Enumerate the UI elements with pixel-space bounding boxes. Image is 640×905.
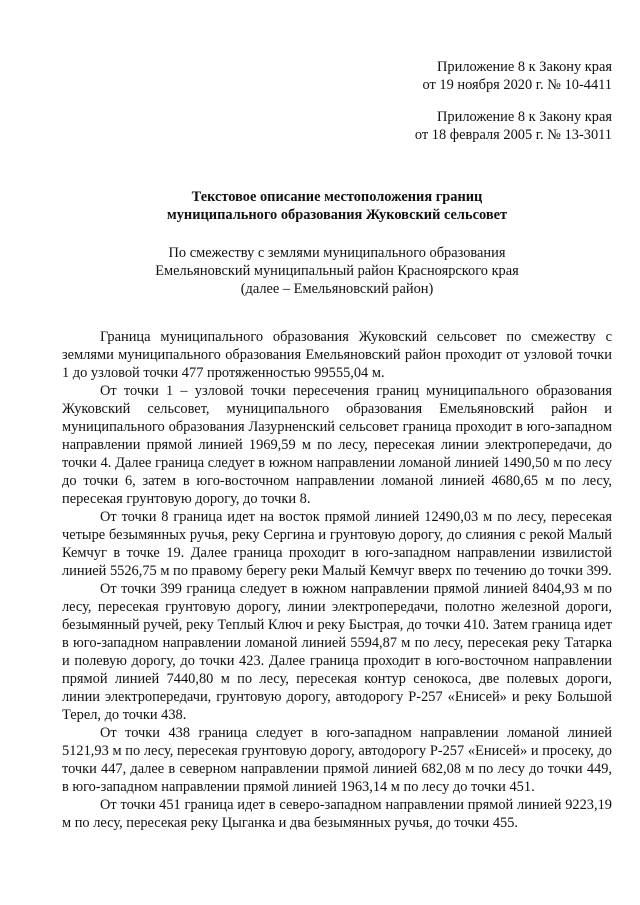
appendix-original-line2: от 18 февраля 2005 г. № 13-3011 (414, 127, 612, 143)
paragraph-4: От точки 399 граница следует в южном направлении прямой линией 8404,93 м по лесу, пересекая грунтовую дорогу, линии электропередачи, полотно железной дороги, безымянный ручей, реку Теплый Ключ и реку Быстрая, до точки 410. Затем граница идет в юго-западном направлении ломаной линией 5594,87 м по лесу, пересекая реку Татарка и полевую дорогу, до точки 423. Далее граница проходит в юго-восточном направлении прямой линией 7440,80 м по лесу, пересекая контур сенокоса, две полевых дороги, линии электропередачи, грунтовую дорогу, автодорогу Р-257 «Енисей» и реку Большой Терел, до точки 438. (62, 581, 612, 723)
document-page (62, 58, 612, 832)
subtitle-line3: (далее – Емельяновский район) (240, 281, 434, 297)
paragraph-1: Граница муниципального образования Жуковский сельсовет по смежеству с землями муниципального образования Емельяновский район проходит от узловой точки 1 до узловой точки 477 протяженностью 99555,04 м. (62, 329, 612, 381)
paragraph-6: От точки 451 граница идет в северо-западном направлении прямой линией 9223,19 м по лесу, пересекая реку Цыганка и два безымянных ручья, до точки 455. (62, 797, 612, 831)
title-line1: Текстовое описание местоположения границ (191, 189, 483, 205)
title-line2: муниципального образования Жуковский сельсовет (166, 207, 508, 223)
subtitle-line2: Емельяновский муниципальный район Красноярского края (155, 263, 519, 279)
appendix-header-original (62, 108, 612, 144)
appendix-current-line1: Приложение 8 к Закону края (437, 59, 612, 75)
appendix-original-line1: Приложение 8 к Закону края (437, 109, 612, 125)
paragraph-3: От точки 8 граница идет на восток прямой линией 12490,03 м по лесу, пересекая четыре безымянных ручья, реку Сергина и грунтовую дорогу, до слияния с рекой Малый Кемчуг в точке 19. Далее граница проходит в юго-западном направлении извилистой линией 5526,75 м по правому берегу реки Малый Кемчуг вверх по течению до точки 399. (62, 509, 612, 579)
document-title (62, 188, 612, 224)
body-text (62, 328, 612, 832)
section-subtitle (62, 244, 612, 298)
paragraph-2: От точки 1 – узловой точки пересечения границ муниципального образования Жуковский сельсовет, муниципального образования Емельяновский район и муниципального образования Лазурненский сельсовет граница проходит в юго-западном направлении прямой линией 1969,59 м по лесу, пересекая линии электропередачи, до точки 4. Далее граница следует в южном направлении ломаной линией 1490,50 м по лесу до точки 6, затем в юго-восточном направлении ломаной линией 4680,65 м по лесу, пересекая грунтовую дорогу, до точки 8. (62, 383, 612, 507)
subtitle-line1: По смежеству с землями муниципального образования (168, 245, 506, 261)
appendix-header-current (62, 58, 612, 94)
paragraph-5: От точки 438 граница следует в юго-западном направлении ломаной линией 5121,93 м по лесу, пересекая грунтовую дорогу, автодорогу Р-257 «Енисей» и просеку, до точки 447, далее в северном направлении прямой линией 682,08 м по лесу до точки 449, в юго-западном направлении прямой линией 1963,14 м по лесу до точки 451. (62, 725, 612, 795)
appendix-current-line2: от 19 ноября 2020 г. № 10-4411 (422, 77, 612, 93)
